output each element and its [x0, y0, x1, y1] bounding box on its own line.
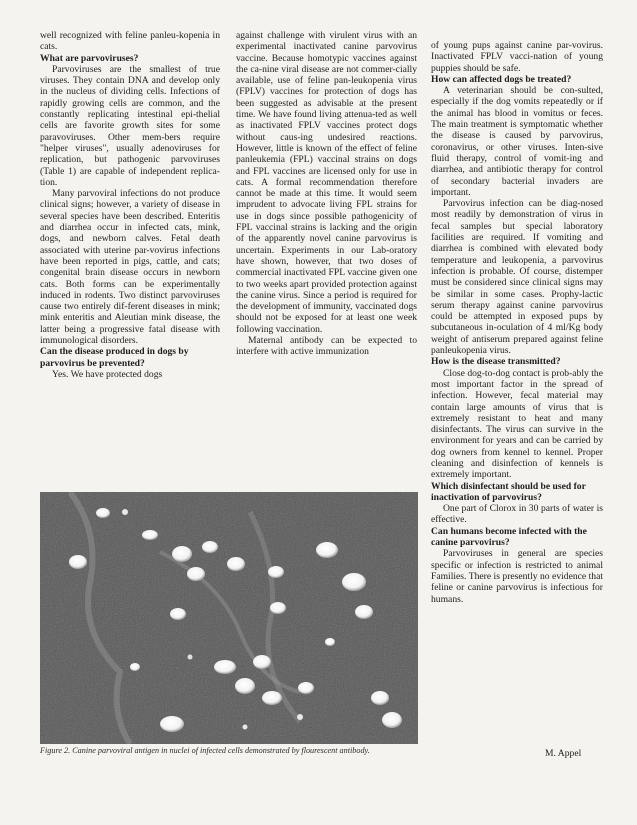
section-heading: Can humans become infected with the canine parvovirus?: [431, 525, 587, 549]
micrograph-figure: [40, 492, 418, 744]
paragraph: Parvoviruses are the smallest of true viruses. They contain DNA and develop only in the nucleus of dividing cells. Infections of rapidly growing cells are common, and the constantly replicating intestinal epi-thelial cells are favorite growth sites for some paravoviruses. Other mem-bers require "helper viruses", usually adenoviruses for replication, but pathogenic parvoviruses (Table 1) are capable of independent replica-tion.: [40, 63, 220, 188]
paragraph: Many parvoviral infections do not produce clinical signs; however, a variety of disease in several species have been described. Enteritis and diarrhea occur in infected cats, mink, dogs, and newborn calves. Fetal death associated with uterine par-vovirus infections have been reported in pigs, cattle, and cats; congenital brain disease occurs in newborn cats. Both forms can be experimentally induced in rodents. Two distinct parvoviruses cause two entirely dif-ferent diseases in mink; mink enteritis and Aleutian mink disease, the latter being a progressive fatal disease with immunological disorders.: [40, 188, 220, 347]
micrograph-image: [40, 492, 418, 744]
text-column-right: [431, 40, 603, 605]
paragraph: Parvoviruses in general are species specific or infection is restricted to animal Families. There is presently no evidence that feline or canine parvovirus is infectious for humans.: [431, 548, 603, 605]
paragraph: Yes. We have protected dogs: [52, 368, 163, 380]
figure-caption: Figure 2. Canine parvoviral antigen in nuclei of infected cells demonstrated by flourescent antibody.: [40, 746, 370, 755]
paragraph: One part of Clorox in 30 parts of water is effective.: [431, 503, 603, 526]
section-heading: Which disinfectant should be used for inactivation of parvovirus?: [431, 480, 586, 503]
section-heading: How is the disease transmitted?: [431, 356, 561, 368]
author-signature: M. Appel: [545, 748, 582, 759]
section-heading: How can affected dogs be treated?: [431, 73, 572, 85]
section-heading: What are parvoviruses?: [40, 52, 139, 64]
paragraph: A veterinarian should be con-sulted, especially if the dog vomits repeatedly or if the animal has blood in vomitus or feces. The main treatment is symptomatic whether the disease is caused by parvovirus, coronavirus, or other viruses. Inten-sive fluid therapy, control of vomit-ing and diarrhea, and antibiotic therapy for control of secondary bacterial invaders are important.: [431, 85, 603, 198]
text-column-left: [40, 30, 220, 380]
paragraph: against challenge with virulent virus with an experimental inactivated canine parvovirus vaccine. Because homotypic vaccines against the ca-nine viral disease are not commer-cially available, use of feline pan-leukopenia virus (FPLV) vaccines for protection of dogs has been suggested as advisable at the present time. We have found living attenua-ted as well as inactivated FPLV vaccines protect dogs without caus-ing undesired reactions. However, little is known of the effect of feline panleukemia (FPL) vaccinal strains on dogs and FPL vaccines are licensed only for use in cats. A formal recommendation therefore cannot be made at this time. It would seem imprudent to advocate living FPL strains for use in dogs since possible pathogenicity of FPL vaccinal strains is lacking and the origin of the apparently novel canine parvovirus is uncertain. Experiments in our Lab-oratory have shown, however, that two doses of commercial inactivated FPL vaccine given one to two weeks apart provided protection against the canine virus. Since a period is required for the development of immunity, vaccinated dogs should not be exposed for at least one week following vaccination.: [236, 30, 417, 335]
paragraph: well recognized with feline panleu-kopenia in cats.: [40, 30, 220, 53]
paragraph: Parvovirus infection can be diag-nosed most readily by demonstration of virus in fecal samples but special laboratory facilities are required. If vomiting and diarrhea is combined with elevated body temperature and leukopenia, a parvovirus infection is probable. Of course, distemper must be considered since clinical signs may be similar in some cases. Prophy-lactic serum therapy against canine parvovirus could be attempted in exposed pups by subcutaneous in-oculation of 4 ml/Kg body weight of antiserum prepared against feline panleukopenia virus.: [431, 198, 603, 357]
text-column-middle: [236, 30, 417, 358]
section-heading: Can the disease produced in dogs by parvovirus be prevented?: [40, 346, 189, 369]
paragraph: Close dog-to-dog contact is prob-ably the most important factor in the spread of infection. However, fecal material may contain large amounts of virus that is extremely resistant to heat and many disinfectants. The virus can survive in the environment for years and can be carried by dog owners from kennel to kennel. Proper cleaning and disinfection of kennels is extremely important.: [431, 367, 603, 481]
paragraph: of young pups against canine par-vovirus. Inactivated FPLV vacci-nation of young puppies should be safe.: [431, 40, 603, 74]
paragraph: Maternal antibody can be expected to interfere with active immunization: [236, 335, 417, 358]
